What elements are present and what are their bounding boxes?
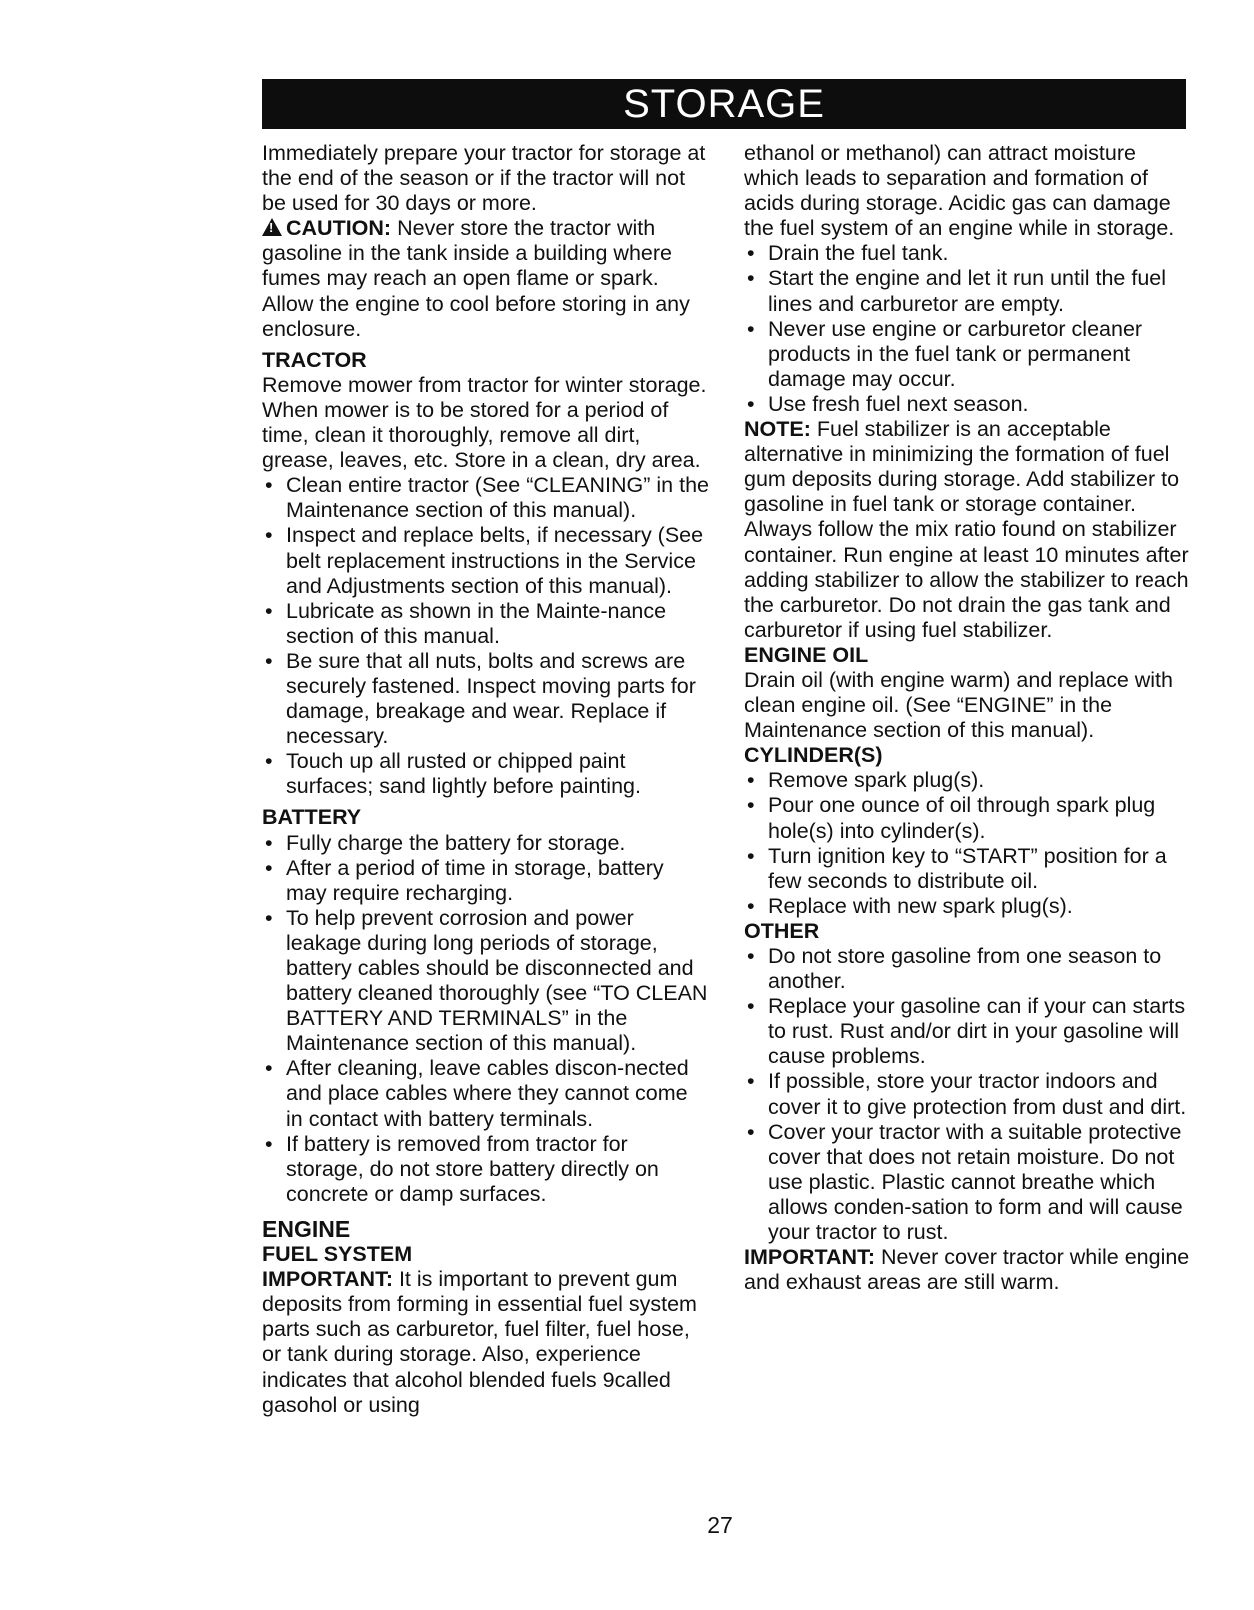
- important-text: Never cover tractor while engine and exhaust areas are still warm.: [744, 1245, 1190, 1295]
- tractor-paragraph: Remove mower from tractor for winter storage. When mower is to be stored for a period of time, clean it thoroughly, remove all dirt, grease, leaves, etc. Store in a clean, dry area.: [262, 372, 707, 473]
- fuel-important-paragraph: [262, 1267, 710, 1418]
- important-label: IMPORTANT:: [744, 1245, 875, 1270]
- fuel-system-heading: FUEL SYSTEM: [262, 1242, 413, 1267]
- tractor-heading: TRACTOR: [262, 347, 367, 372]
- engine-oil-heading: ENGINE OIL: [744, 642, 869, 667]
- cylinder-heading: CYLINDER(S): [744, 743, 883, 768]
- list-item: • After cleaning, leave cables discon-nected and place cables where they cannot come in contact with battery terminals.: [262, 1056, 710, 1131]
- list-item: • If battery is removed from tractor for storage, do not store battery directly on concrete or damp surfaces.: [262, 1132, 710, 1207]
- battery-heading: BATTERY: [262, 805, 362, 830]
- list-item: • Fully charge the battery for storage.: [262, 831, 710, 856]
- engine-heading: ENGINE: [262, 1215, 351, 1242]
- list-item: • Never use engine or carburetor cleaner products in the fuel tank or permanent damage may occur.: [744, 317, 1192, 392]
- list-item: • Cover your tractor with a suitable protective cover that does not retain moisture. Do not use plastic. Plastic cannot breathe which allows conden-sation to form and will cause your tractor to rust.: [744, 1120, 1192, 1245]
- list-item: • Touch up all rusted or chipped paint surfaces; sand lightly before painting.: [262, 749, 710, 799]
- list-item: • Clean entire tractor (See “CLEANING” in the Maintenance section of this manual).: [262, 473, 710, 523]
- other-heading: OTHER: [744, 918, 820, 943]
- other-list: [744, 944, 1192, 1245]
- caution-paragraph: [262, 216, 710, 341]
- intro-paragraph: Immediately prepare your tractor for storage at the end of the season or if the tractor will not be used for 30 days or more.: [262, 141, 706, 216]
- engine-oil-paragraph: Drain oil (with engine warm) and replace with clean engine oil. (See “ENGINE” in the Maintenance section of this manual).: [744, 667, 1173, 743]
- tractor-list: [262, 473, 710, 799]
- list-item: • Drain the fuel tank.: [744, 241, 1192, 266]
- list-item: • Inspect and replace belts, if necessary (See belt replacement instructions in the Service and Adjustments section of this manual).: [262, 523, 710, 598]
- page-title-banner: [262, 79, 1186, 129]
- battery-list: [262, 831, 710, 1207]
- note-paragraph: [744, 417, 1192, 643]
- fuel-important-text: It is important to prevent gum deposits from forming in essential fuel system parts such as carburetor, fuel filter, fuel hose, or tank during storage. Also, experience indicates that alcohol blended fuels 9called gasohol or using: [262, 1267, 697, 1417]
- list-item: • Replace your gasoline can if your can starts to rust. Rust and/or dirt in your gasoline will cause problems.: [744, 994, 1192, 1069]
- caution-text: Never store the tractor with gasoline in the tank inside a building where fumes may reach an open flame or spark. Allow the engine to cool before storing in any enclosure.: [262, 216, 690, 341]
- list-item: • After a period of time in storage, battery may require recharging.: [262, 856, 710, 906]
- list-item: • Lubricate as shown in the Mainte-nance section of this manual.: [262, 599, 710, 649]
- list-item: • Pour one ounce of oil through spark plug hole(s) into cylinder(s).: [744, 793, 1192, 843]
- list-item: • Be sure that all nuts, bolts and screws are securely fastened. Inspect moving parts for damage, breakage and wear. Replace if necessary.: [262, 649, 710, 749]
- list-item: • Replace with new spark plug(s).: [744, 894, 1192, 919]
- important-label: IMPORTANT:: [262, 1267, 393, 1292]
- list-item: • Do not store gasoline from one season to another.: [744, 944, 1192, 994]
- right-column: [744, 141, 1192, 1295]
- note-label: NOTE:: [744, 417, 811, 442]
- caution-label: CAUTION:: [286, 216, 392, 241]
- left-column: [262, 141, 710, 1418]
- list-item: • Turn ignition key to “START” position for a few seconds to distribute oil.: [744, 844, 1192, 894]
- list-item: • To help prevent corrosion and power leakage during long periods of storage, battery cables should be disconnected and battery cleaned thoroughly (see “TO CLEAN BATTERY AND TERMINALS” in the Maintenance section of this manual).: [262, 906, 710, 1057]
- warning-triangle-icon: [262, 218, 282, 236]
- list-item: • Use fresh fuel next season.: [744, 392, 1192, 417]
- cylinder-list: [744, 768, 1192, 919]
- list-item: • If possible, store your tractor indoors and cover it to give protection from dust and dirt.: [744, 1069, 1192, 1119]
- fuel-list: [744, 241, 1192, 417]
- list-item: • Remove spark plug(s).: [744, 768, 1192, 793]
- list-item: • Start the engine and let it run until the fuel lines and carburetor are empty.: [744, 266, 1192, 316]
- fuel-continued-paragraph: ethanol or methanol) can attract moisture which leads to separation and formation of acids during storage. Acidic gas can damage the fuel system of an engine while in storage.: [744, 141, 1175, 241]
- important-paragraph: [744, 1245, 1192, 1295]
- note-text: Fuel stabilizer is an acceptable alternative in minimizing the formation of fuel gum deposits during storage. Add stabilizer to gasoline in fuel tank or storage container. Always follow the mix ratio found on stabilizer container. Run engine at least 10 minutes after adding stabilizer to allow the stabilizer to reach the carburetor. Do not drain the gas tank and carburetor if using fuel stabilizer.: [744, 417, 1189, 642]
- page-title: STORAGE: [623, 81, 825, 126]
- page-number: 27: [707, 1512, 733, 1538]
